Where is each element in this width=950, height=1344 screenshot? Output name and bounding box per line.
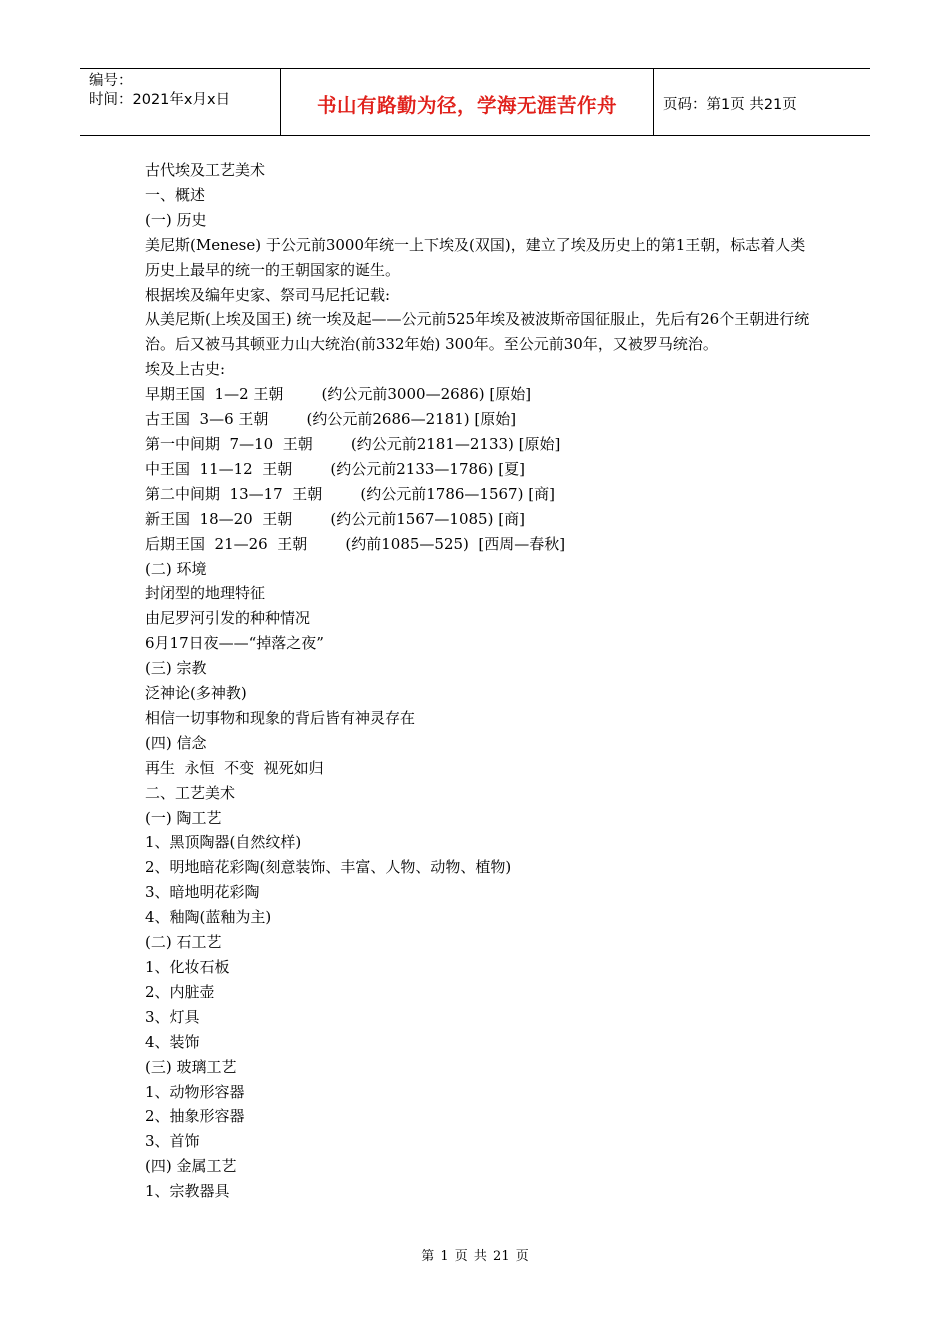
list-item: 4、釉陶(蓝釉为主) xyxy=(145,908,272,927)
dynasty-line: 第二中间期 13—17 王朝 (约公元前1786—1567) [商] xyxy=(145,484,555,503)
doc-title: 古代埃及工艺美术 xyxy=(145,161,266,179)
paragraph: 从美尼斯(上埃及国王) 统一埃及起——公元前525年埃及被波斯帝国征服止，先后有26个王朝进行统治。后又被马其顿亚力山大统治(前332年始) 300年。至公元前30年，又被罗马统治。 xyxy=(145,310,810,354)
subsection-heading: (二) 石工艺 xyxy=(145,933,222,952)
text-line: 泛神论(多神教) xyxy=(145,684,247,703)
text-line: 相信一切事物和现象的背后皆有神灵存在 xyxy=(145,708,416,727)
list-item: 2、明地暗花彩陶(刻意装饰、丰富、人物、动物、植物) xyxy=(145,858,512,877)
list-item: 3、灯具 xyxy=(145,1007,200,1026)
dynasty-line: 新王国 18—20 王朝 (约公元前1567—1085) [商] xyxy=(145,509,525,528)
section-heading: 二、工艺美术 xyxy=(145,783,236,802)
list-item: 2、抽象形容器 xyxy=(145,1107,245,1126)
paragraph: 根据埃及编年史家、祭司马尼托记载: xyxy=(145,285,391,304)
list-item: 1、动物形容器 xyxy=(145,1082,245,1101)
text-line: 再生 永恒 不变 视死如归 xyxy=(145,758,324,777)
dynasty-line: 早期王国 1—2 王朝 (约公元前3000—2686) [原始] xyxy=(145,385,532,404)
list-item: 1、化妆石板 xyxy=(145,958,230,976)
page-header xyxy=(80,68,870,136)
number-label: 编号： xyxy=(89,73,133,89)
dynasty-line: 第一中间期 7—10 王朝 (约公元前2181—2133) [原始] xyxy=(145,434,561,453)
dynasty-line: 后期王国 21—26 王朝 (约前1085—525) [西周—春秋] xyxy=(145,534,566,553)
list-item: 4、装饰 xyxy=(145,1032,200,1051)
text-line: 由尼罗河引发的种种情况 xyxy=(145,609,311,628)
header-page-info: 页码：第1页 共21页 xyxy=(663,96,797,113)
text-line: 6月17日夜——“掉落之夜” xyxy=(145,634,324,653)
list-item: 1、黑顶陶器(自然纹样) xyxy=(145,833,302,852)
subsection-heading: (三) 玻璃工艺 xyxy=(145,1057,237,1076)
page-footer: 第 1 页 共 21 页 xyxy=(421,1249,529,1264)
header-meta xyxy=(80,69,281,135)
paragraph: 美尼斯(Menese) 于公元前3000年统一上下埃及(双国)，建立了埃及历史上的第1王朝，标志着人类历史上最早的统一的王朝国家的诞生。 xyxy=(145,235,806,279)
subsection-heading: (三) 宗教 xyxy=(145,659,207,678)
header-motto: 书山有路勤为径，学海无涯苦作舟 xyxy=(281,69,654,135)
subsection-heading: (四) 信念 xyxy=(145,733,207,752)
dynasty-line: 中王国 11—12 王朝 (约公元前2133—1786) [夏] xyxy=(145,459,525,478)
time-label: 时间：2021年x月x日 xyxy=(89,92,231,108)
text-line: 封闭型的地理特征 xyxy=(145,584,266,603)
subsection-heading: (四) 金属工艺 xyxy=(145,1157,237,1176)
section-heading: 一、概述 xyxy=(145,185,206,204)
dynasty-line: 古王国 3—6 王朝 (约公元前2686—2181) [原始] xyxy=(145,410,517,429)
subsection-heading: (二) 环境 xyxy=(145,559,207,578)
paragraph: 埃及上古史: xyxy=(145,360,226,379)
list-item: 2、内脏壶 xyxy=(145,982,215,1001)
list-item: 3、暗地明花彩陶 xyxy=(145,883,260,902)
subsection-heading: (一) 历史 xyxy=(145,210,207,229)
subsection-heading: (一) 陶工艺 xyxy=(145,808,222,827)
list-item: 1、宗教器具 xyxy=(145,1182,230,1201)
list-item: 3、首饰 xyxy=(145,1132,200,1151)
document-body xyxy=(145,158,815,1204)
